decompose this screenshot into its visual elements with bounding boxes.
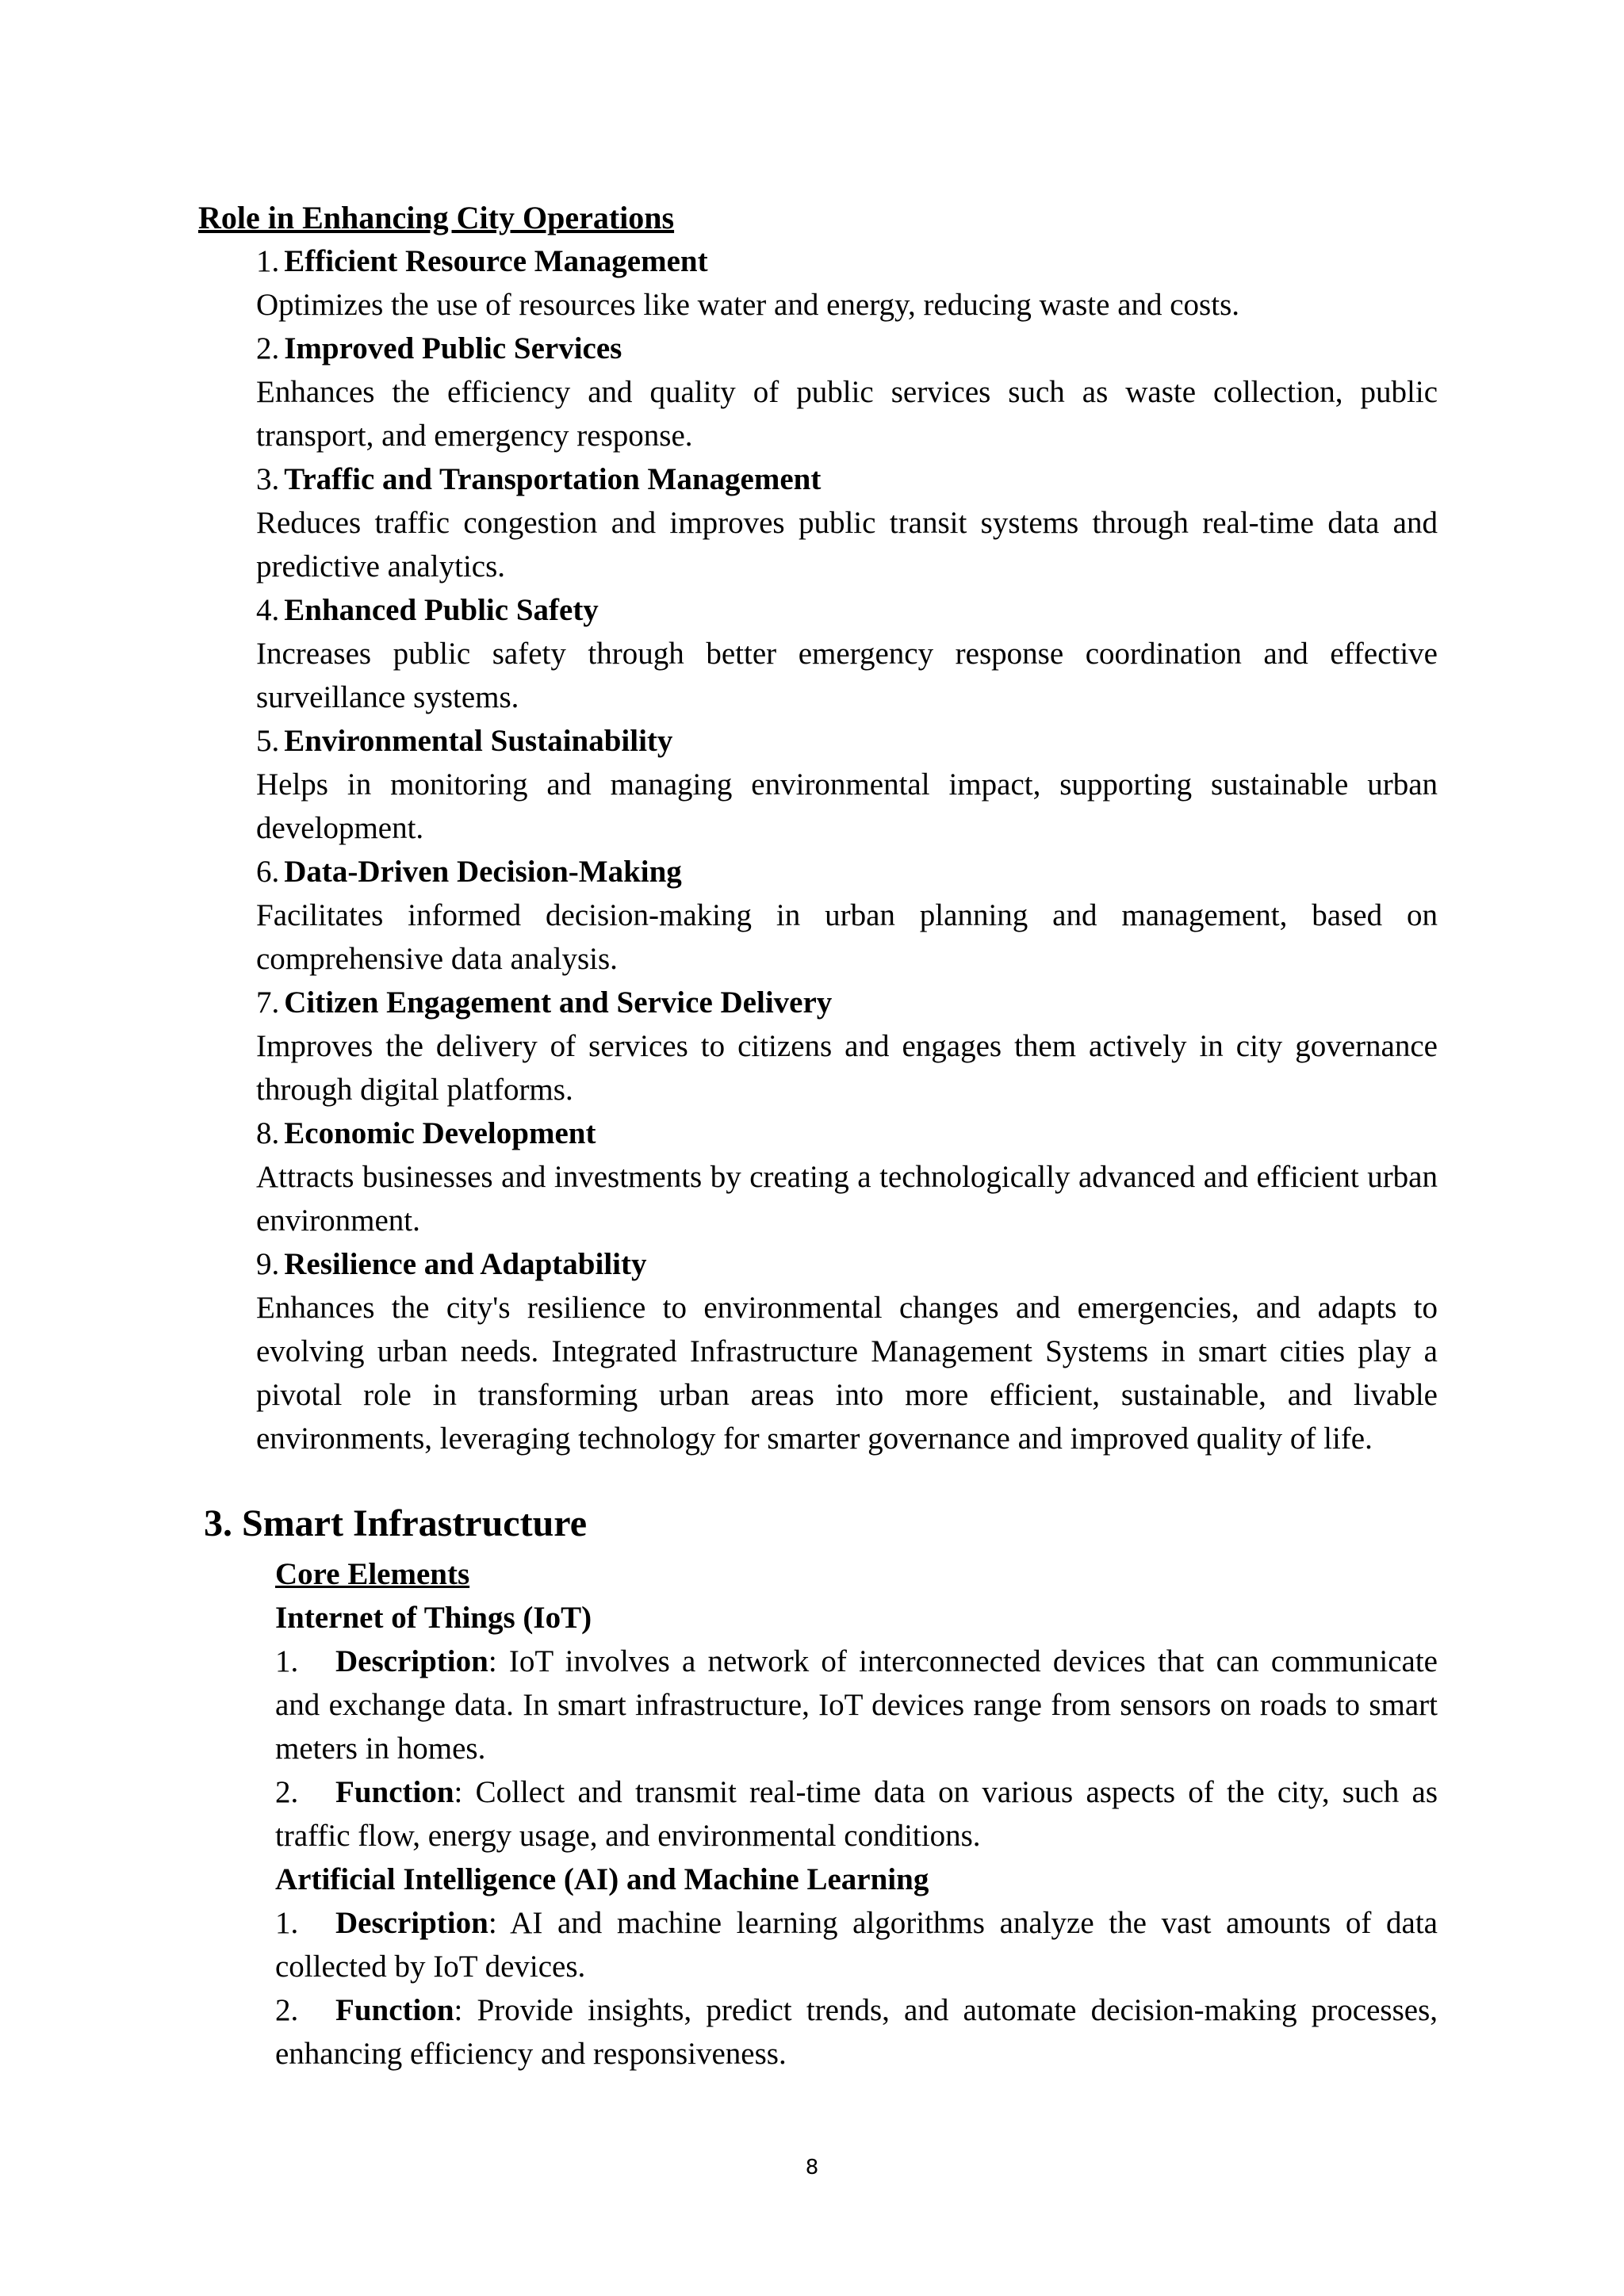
item-heading [256, 1242, 1438, 1286]
item-number: 1. [256, 244, 280, 278]
item-description: Helps in monitoring and managing environmental impact, supporting sustainable urban development. [256, 767, 1438, 845]
item-description: Enhances the efficiency and quality of public services such as waste collection, public transport, and emergency response. [256, 375, 1438, 453]
list-item [256, 850, 1438, 981]
item-description: Reduces traffic congestion and improves public transit systems through real-time data and predictive analytics. [256, 506, 1438, 584]
ai-title: Artificial Intelligence (AI) and Machine Learning [275, 1862, 929, 1896]
item-number: 6. [256, 855, 280, 889]
item-heading [256, 719, 1438, 763]
para-text: : Provide insights, predict trends, and automate decision-making processes, enhancing efficiency and responsiveness. [275, 1993, 1438, 2071]
list-item [256, 719, 1438, 850]
item-number: 2. [256, 331, 280, 365]
core-elements-title: Core Elements [275, 1557, 470, 1591]
item-title: Resilience and Adaptability [284, 1247, 647, 1281]
item-heading [256, 327, 1438, 370]
item-number: 8. [256, 1116, 280, 1150]
para-label: Description [335, 1644, 488, 1678]
para-number: 2. [275, 1993, 299, 2027]
item-description: Attracts businesses and investments by creating a technologically advanced and efficient urban environment. [256, 1160, 1438, 1238]
iot-description [275, 1640, 1438, 1770]
item-title: Efficient Resource Management [284, 244, 708, 278]
item-heading [256, 457, 1438, 501]
para-text: : AI and machine learning algorithms analyze the vast amounts of data collected by IoT devices. [275, 1906, 1438, 1984]
ai-description [275, 1901, 1438, 1988]
item-description: Enhances the city's resilience to environmental changes and emergencies, and adapts to evolving urban needs. Integrated Infrastructure Management Systems in smart cities play a pivotal role in transforming urban areas into more efficient, sustainable, and livable environments, leveraging technology for smarter governance and improved quality of life. [256, 1291, 1438, 1456]
iot-title: Internet of Things (IoT) [275, 1601, 592, 1635]
core-elements-section [275, 1552, 1438, 2076]
heading-smart-infrastructure: 3. Smart Infrastructure [204, 1502, 588, 1544]
item-heading [256, 850, 1438, 894]
item-description: Optimizes the use of resources like water and energy, reducing waste and costs. [256, 288, 1240, 322]
item-description: Increases public safety through better emergency response coordination and effective surveillance systems. [256, 637, 1438, 714]
para-label: Function [335, 1775, 454, 1809]
item-title: Environmental Sustainability [284, 724, 673, 758]
operations-list [256, 239, 1438, 1460]
item-title: Economic Development [284, 1116, 596, 1150]
para-text: : IoT involves a network of interconnected devices that can communicate and exchange data. In smart infrastructure, IoT devices range from sensors on roads to smart meters in homes. [275, 1644, 1438, 1766]
item-description: Facilitates informed decision-making in urban planning and management, based on comprehensive data analysis. [256, 898, 1438, 976]
item-number: 5. [256, 724, 280, 758]
para-text: : Collect and transmit real-time data on various aspects of the city, such as traffic flow, energy usage, and environmental conditions. [275, 1775, 1438, 1853]
item-heading [256, 588, 1438, 632]
section-title: Role in Enhancing City Operations [198, 200, 675, 235]
para-number: 1. [275, 1906, 299, 1940]
list-item [256, 1242, 1438, 1460]
page-number: 8 [805, 2156, 819, 2179]
item-heading [256, 239, 1438, 283]
list-item [256, 588, 1438, 719]
item-title: Enhanced Public Safety [284, 593, 599, 627]
item-number: 7. [256, 985, 280, 1020]
para-number: 1. [275, 1644, 299, 1678]
item-title: Improved Public Services [284, 331, 622, 365]
para-label: Function [335, 1993, 454, 2027]
item-number: 3. [256, 462, 280, 496]
list-item [256, 239, 1438, 327]
item-heading [256, 981, 1438, 1024]
item-number: 9. [256, 1247, 280, 1281]
item-number: 4. [256, 593, 280, 627]
item-title: Data-Driven Decision-Making [284, 855, 682, 889]
para-label: Description [335, 1906, 488, 1940]
para-number: 2. [275, 1775, 299, 1809]
item-title: Citizen Engagement and Service Delivery [284, 985, 833, 1020]
list-item [256, 457, 1438, 588]
item-description: Improves the delivery of services to citizens and engages them actively in city governance through digital platforms. [256, 1029, 1438, 1107]
iot-function [275, 1770, 1438, 1858]
list-item [256, 327, 1438, 457]
list-item [256, 1112, 1438, 1242]
list-item [256, 981, 1438, 1112]
item-heading [256, 1112, 1438, 1155]
ai-function [275, 1988, 1438, 2076]
item-title: Traffic and Transportation Management [284, 462, 822, 496]
